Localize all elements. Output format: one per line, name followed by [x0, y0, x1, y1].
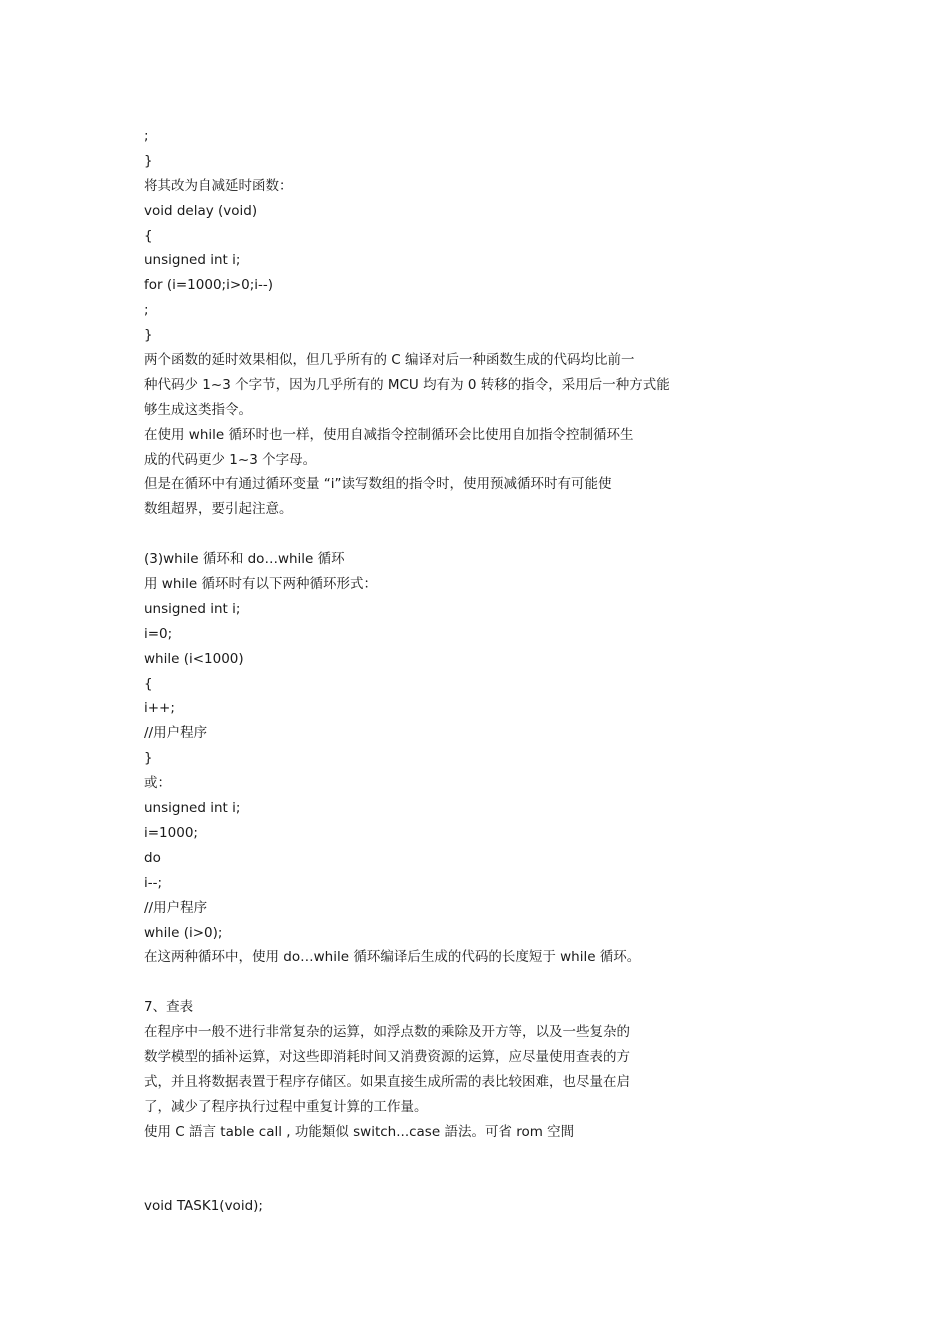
text-line: ; [144, 128, 149, 144]
section-heading: 7、查表 [144, 999, 194, 1016]
text-line: 够生成这类指令。 [144, 401, 252, 418]
code-line: { [144, 675, 153, 692]
text-line: { [144, 227, 153, 244]
text-line: 将其改为自减延时函数： [144, 177, 293, 194]
blank-line [144, 1145, 824, 1170]
text-line: 种代码少 1~3 个字节，因为几乎所有的 MCU 均有为 0 转移的指令，采用后一种方式能 [144, 376, 670, 393]
text-line: } [144, 152, 153, 169]
code-line: i=1000; [144, 824, 198, 841]
text-line: 两个函数的延时效果相似，但几乎所有的 C 编译对后一种函数生成的代码均比前一 [144, 352, 635, 369]
code-line: while (i>0); [144, 924, 223, 941]
code-line: do [144, 849, 161, 866]
blank-line [144, 522, 824, 547]
text-line: 在使用 while 循环时也一样，使用自减指令控制循环会比使用自加指令控制循环生 [144, 426, 634, 443]
blank-line [144, 1169, 824, 1194]
text-line: } [144, 327, 153, 344]
code-line: //用户程序 [144, 899, 208, 916]
text-line: 或： [144, 775, 171, 792]
code-line: unsigned int i; [144, 800, 241, 817]
text-line: 数组超界，要引起注意。 [144, 501, 293, 518]
text-line: 使用 C 語言 table call , 功能類似 switch...case 語法。可省 rom 空間 [144, 1123, 575, 1140]
text-line: ; [144, 302, 149, 319]
text-line: 数学模型的插补运算，对这些即消耗时间又消费资源的运算，应尽量使用查表的方 [144, 1048, 630, 1065]
code-line: //用户程序 [144, 725, 208, 742]
text-line: 在程序中一般不进行非常复杂的运算，如浮点数的乘除及开方等，以及一些复杂的 [144, 1024, 630, 1041]
section-heading: (3)while 循环和 do…while 循环 [144, 551, 345, 568]
code-line: i=0; [144, 625, 173, 642]
text-line: 了，减少了程序执行过程中重复计算的工作量。 [144, 1098, 428, 1115]
text-line: 但是在循环中有通过循环变量 “i”读写数组的指令时，使用预减循环时有可能使 [144, 476, 612, 493]
code-line: i++; [144, 700, 175, 717]
text-line: 在这两种循环中，使用 do…while 循环编译后生成的代码的长度短于 while 循环。 [144, 949, 641, 966]
document-body [144, 124, 824, 1219]
code-line: while (i<1000) [144, 650, 244, 667]
text-line: 式，并且将数据表置于程序存储区。如果直接生成所需的表比较困难，也尽量在启 [144, 1073, 630, 1090]
text-line: unsigned int i; [144, 252, 241, 269]
text-line: void delay (void) [144, 202, 258, 219]
code-line: unsigned int i; [144, 600, 241, 617]
code-line: void TASK1(void); [144, 1198, 263, 1215]
text-line: 用 while 循环时有以下两种循环形式： [144, 576, 377, 593]
blank-line [144, 970, 824, 995]
text-line: for (i=1000;i>0;i--) [144, 277, 274, 294]
text-line: 成的代码更少 1~3 个字母。 [144, 451, 317, 468]
code-line: } [144, 750, 153, 767]
code-line: i--; [144, 874, 163, 891]
